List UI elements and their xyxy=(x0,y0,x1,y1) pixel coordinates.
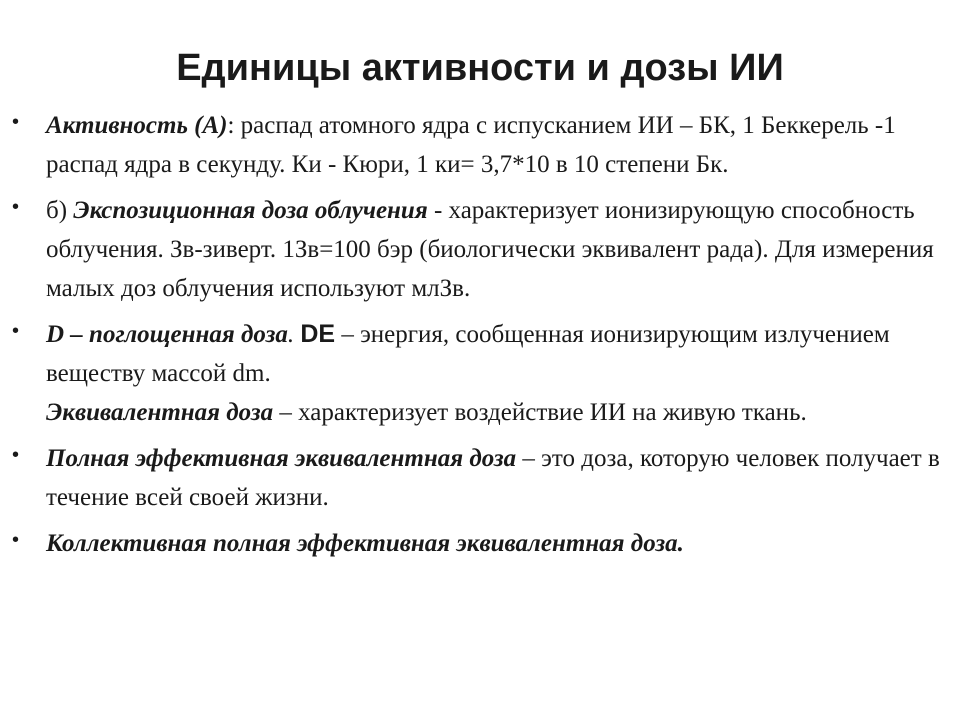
term-exposure-dose: Экспозиционная доза облучения xyxy=(73,197,428,224)
term-dot: . xyxy=(287,321,301,348)
bullet-marker: • xyxy=(12,111,20,133)
item-prefix: б) xyxy=(46,197,74,224)
term-activity: Активность (А) xyxy=(46,112,228,139)
bullet-list xyxy=(12,106,942,570)
bullet-activity xyxy=(12,106,942,184)
bullet-effective-dose xyxy=(12,439,942,517)
bullet-marker: • xyxy=(12,529,20,551)
bullet-marker: • xyxy=(12,444,20,466)
term-collective-dose: Коллективная полная эффективная эквивалентная доза. xyxy=(46,530,684,557)
term-equivalent-dose: Эквивалентная доза xyxy=(46,399,274,426)
bullet-absorbed-dose xyxy=(12,315,942,432)
term-colon: : xyxy=(227,112,235,139)
bullet-collective-dose xyxy=(12,524,942,563)
term-absorbed-dose: D – поглощенная доза xyxy=(46,321,288,348)
absorbed-dose-definition: – энергия, сообщенная ионизирующим излучением веществу массой dm. xyxy=(46,321,890,387)
exposure-dose-definition: - характеризует ионизирующую способность облучения. Зв-зиверт. 1Зв=100 бэр (биологически эквивалент рада). Для измерения малых доз облучения используют млЗв. xyxy=(46,197,934,302)
bullet-exposure-dose xyxy=(12,191,942,308)
slide-title: Единицы активности и дозы ИИ xyxy=(176,47,784,89)
bullet-marker: • xyxy=(12,196,20,218)
term-effective-dose: Полная эффективная эквивалентная доза xyxy=(46,445,517,472)
effective-dose-definition: – это доза, которую человек получает в течение всей своей жизни. xyxy=(46,445,940,511)
activity-definition: распад атомного ядра с испусканием ИИ – БК, 1 Беккерель -1 распад ядра в секунду. Ки - Кюри, 1 ки= 3,7*10 в 10 степени Бк. xyxy=(46,112,896,178)
equivalent-dose-definition: – характеризует воздействие ИИ на живую ткань. xyxy=(273,399,807,426)
term-de: DE xyxy=(300,320,336,348)
bullet-marker: • xyxy=(12,320,20,342)
